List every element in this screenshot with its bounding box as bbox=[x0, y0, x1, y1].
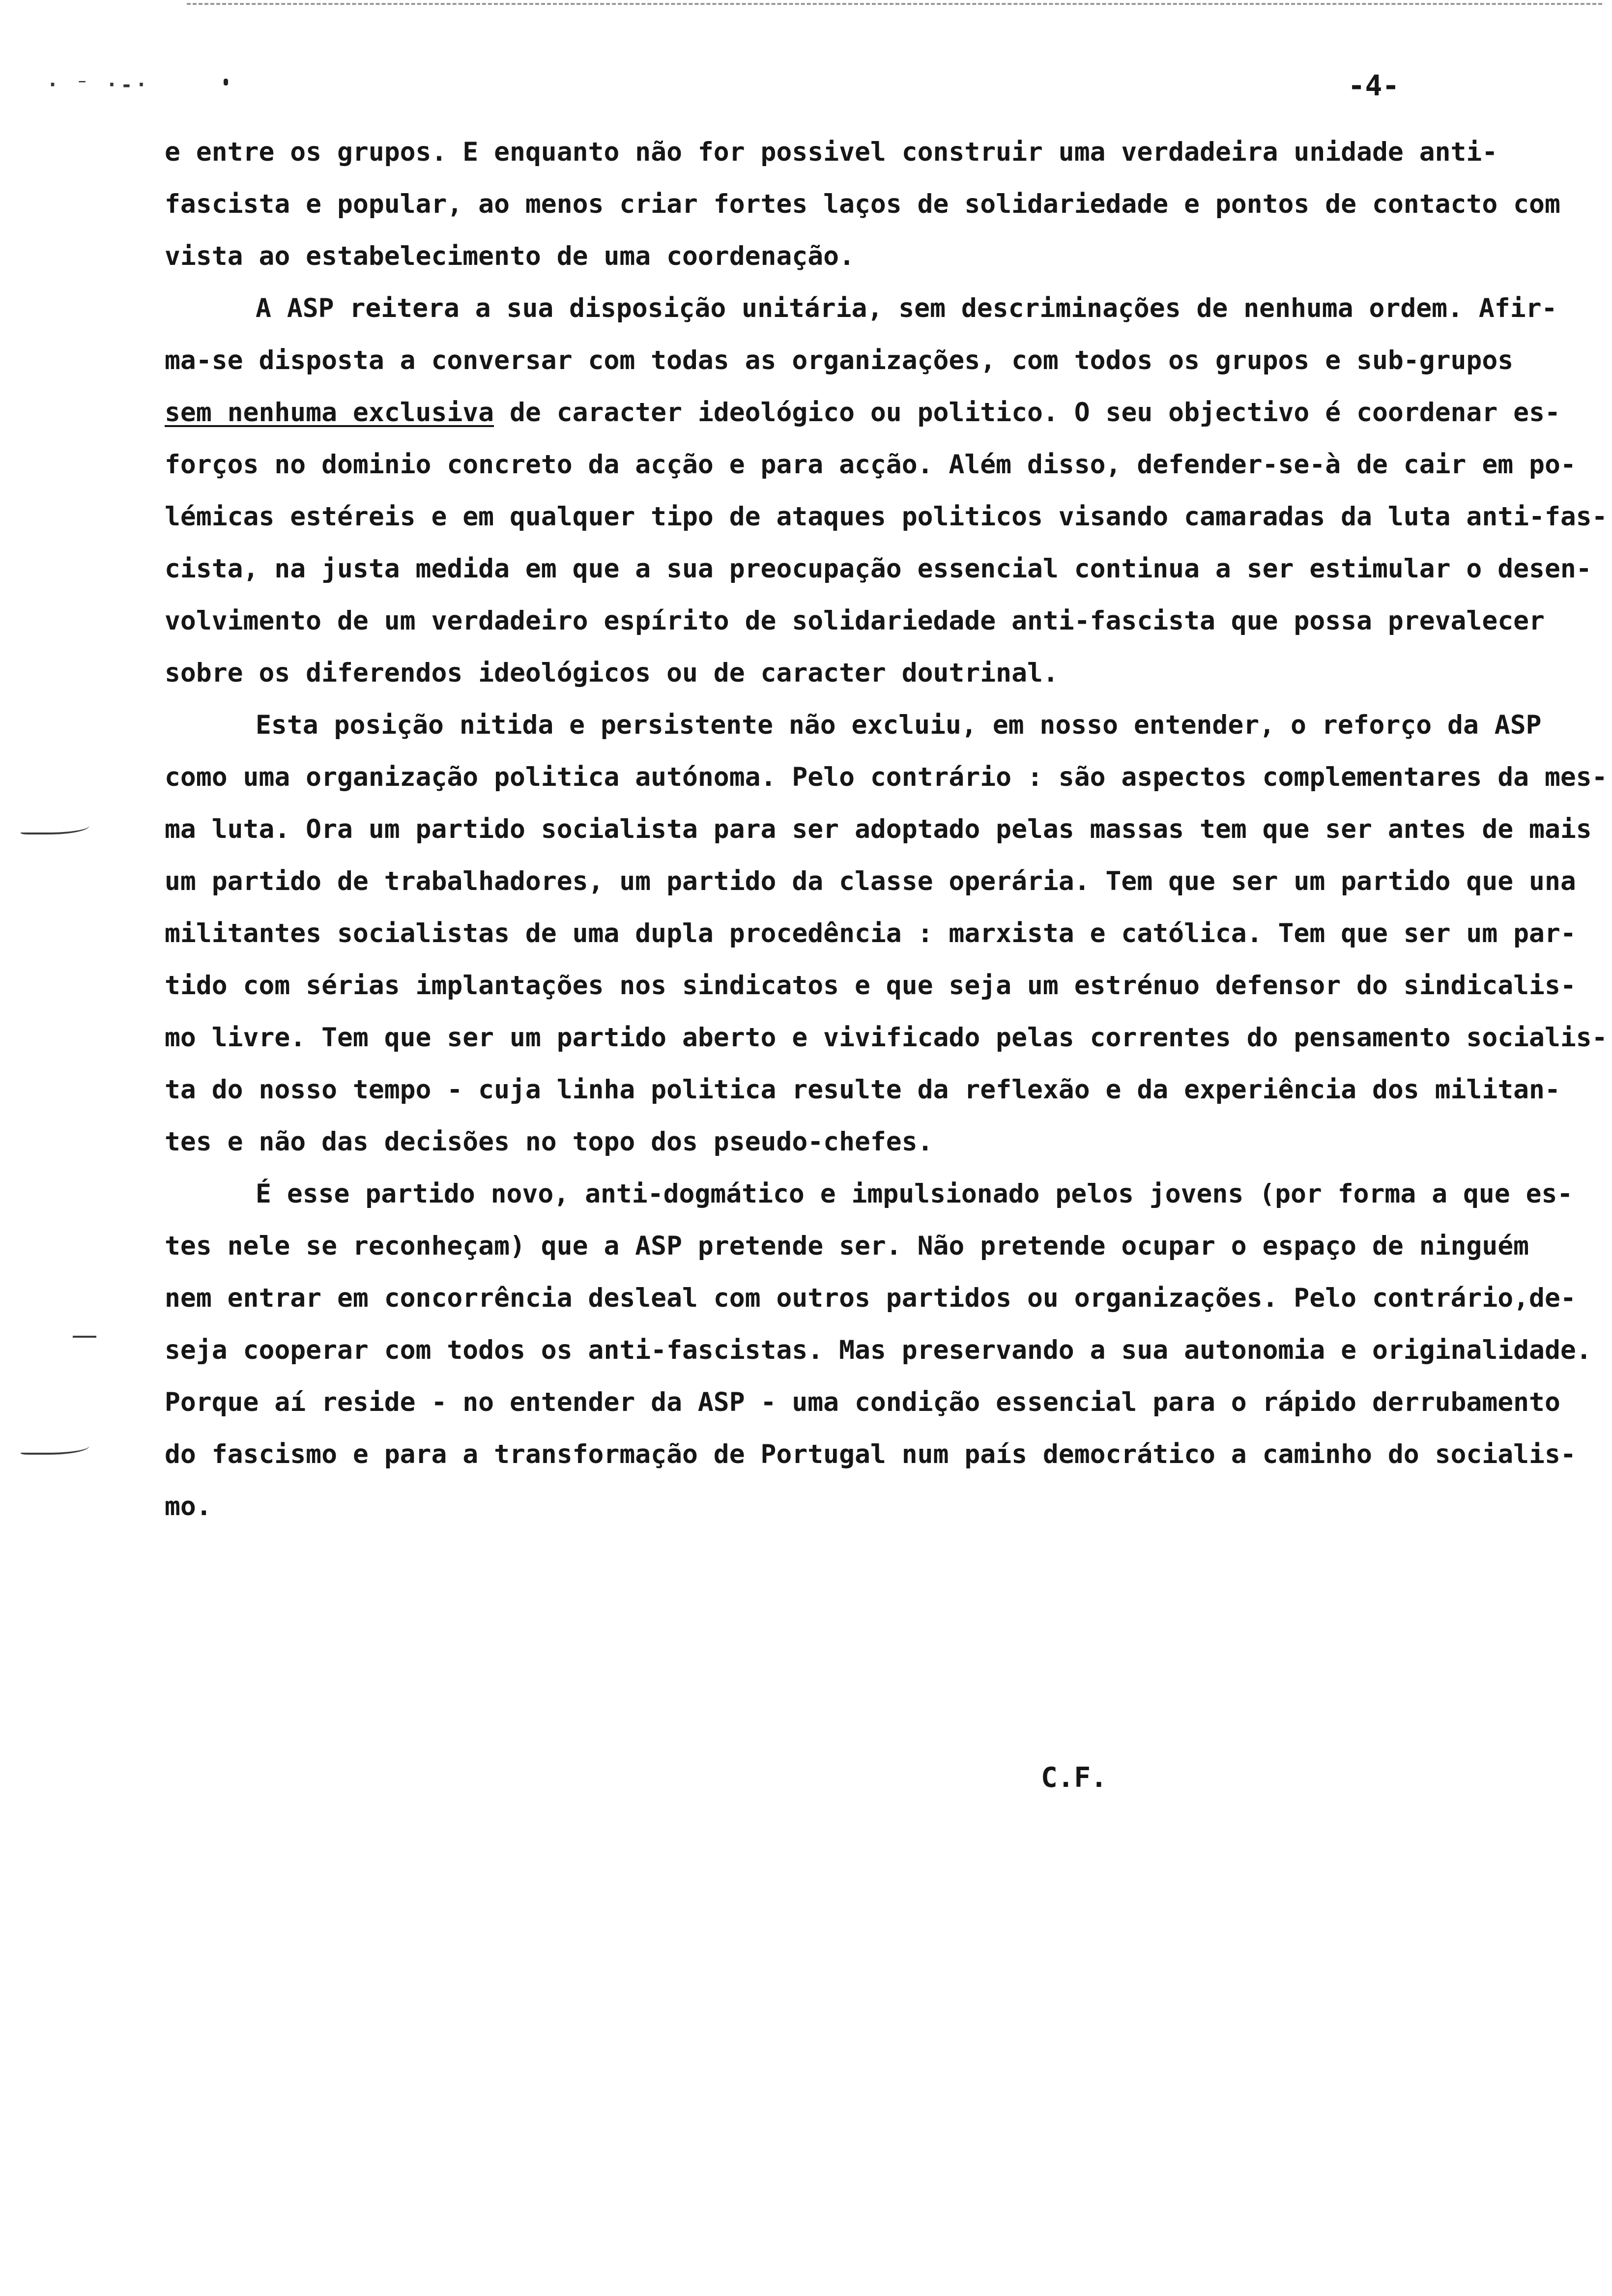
page-number: -4- bbox=[1348, 69, 1400, 102]
text-line: A ASP reitera a sua disposição unitária, sem descriminações de nenhuma ordem. Afir- bbox=[256, 293, 1557, 323]
signature-initials: C.F. bbox=[1041, 1762, 1107, 1794]
text-line: militantes socialistas de uma dupla procedência : marxista e católica. Tem que ser um par- bbox=[165, 918, 1576, 948]
text-line: volvimento de um verdadeiro espírito de solidariedade anti-fascista que possa prevalecer bbox=[165, 606, 1545, 636]
text-line: lémicas estéreis e em qualquer tipo de ataques politicos visando camaradas da luta anti-fas- bbox=[165, 502, 1608, 532]
text-line: sobre os diferendos ideológicos ou de caracter doutrinal. bbox=[165, 658, 1059, 688]
scan-top-edge bbox=[187, 3, 1602, 5]
underlined-phrase: sem nenhuma exclusiva bbox=[165, 398, 494, 428]
margin-mark bbox=[21, 1440, 89, 1455]
ink-dot bbox=[224, 79, 228, 86]
text-line: seja cooperar com todos os anti-fascistas. Mas preservando a sua autonomia e originalidade. bbox=[165, 1335, 1592, 1365]
text-line: tes nele se reconheçam) que a ASP pretende ser. Não pretende ocupar o espaço de ninguém bbox=[165, 1231, 1529, 1261]
text-line: vista ao estabelecimento de uma coordenação. bbox=[165, 241, 855, 271]
text-line-rest: de caracter ideológico ou politico. O seu objectivo é coordenar es- bbox=[494, 398, 1560, 428]
text-line: Porque aí reside - no entender da ASP - uma condição essencial para o rápido derrubamento bbox=[165, 1387, 1560, 1417]
text-line: ma luta. Ora um partido socialista para ser adoptado pelas massas tem que ser antes de mais bbox=[165, 814, 1592, 844]
text-line: e entre os grupos. E enquanto não for possivel construir uma verdadeira unidade anti- bbox=[165, 137, 1498, 167]
text-line: Esta posição nitida e persistente não excluiu, em nosso entender, o reforço da ASP bbox=[256, 710, 1542, 740]
text-line: forços no dominio concreto da acção e para acção. Além disso, defender-se-à de cair em po- bbox=[165, 450, 1576, 480]
text-line: ma-se disposta a conversar com todas as organizações, com todos os grupos e sub-grupos bbox=[165, 345, 1514, 375]
text-line: mo livre. Tem que ser um partido aberto e vivificado pelas correntes do pensamento socialis- bbox=[165, 1023, 1608, 1053]
text-line: ta do nosso tempo - cuja linha politica resulte da reflexão e da experiência dos militan- bbox=[165, 1075, 1560, 1105]
text-line: tido com sérias implantações nos sindicatos e que seja um estrénuo defensor do sindicalis- bbox=[165, 971, 1576, 1001]
margin-mark bbox=[73, 1335, 96, 1338]
text-line: tes e não das decisões no topo dos pseudo-chefes. bbox=[165, 1127, 933, 1157]
text-line: nem entrar em concorrência desleal com outros partidos ou organizações. Pelo contrário,de- bbox=[165, 1283, 1576, 1313]
margin-mark bbox=[21, 820, 89, 834]
text-line: do fascismo e para a transformação de Portugal num país democrático a caminho do socialis- bbox=[165, 1439, 1576, 1469]
scan-mark: · ⁻ ·-· bbox=[47, 74, 150, 96]
text-line-with-underline bbox=[165, 389, 1580, 441]
text-line: um partido de trabalhadores, um partido da classe operária. Tem que ser um partido que una bbox=[165, 866, 1576, 896]
text-line: mo. bbox=[165, 1492, 212, 1521]
document-body bbox=[165, 129, 1608, 1535]
text-line: cista, na justa medida em que a sua preocupação essencial continua a ser estimular o desen- bbox=[165, 554, 1592, 584]
text-line: É esse partido novo, anti-dogmático e impulsionado pelos jovens (por forma a que es- bbox=[256, 1179, 1573, 1209]
text-line: fascista e popular, ao menos criar fortes laços de solidariedade e pontos de contacto com bbox=[165, 189, 1560, 219]
text-line: como uma organização politica autónoma. Pelo contrário : são aspectos complementares da mes- bbox=[165, 762, 1608, 792]
